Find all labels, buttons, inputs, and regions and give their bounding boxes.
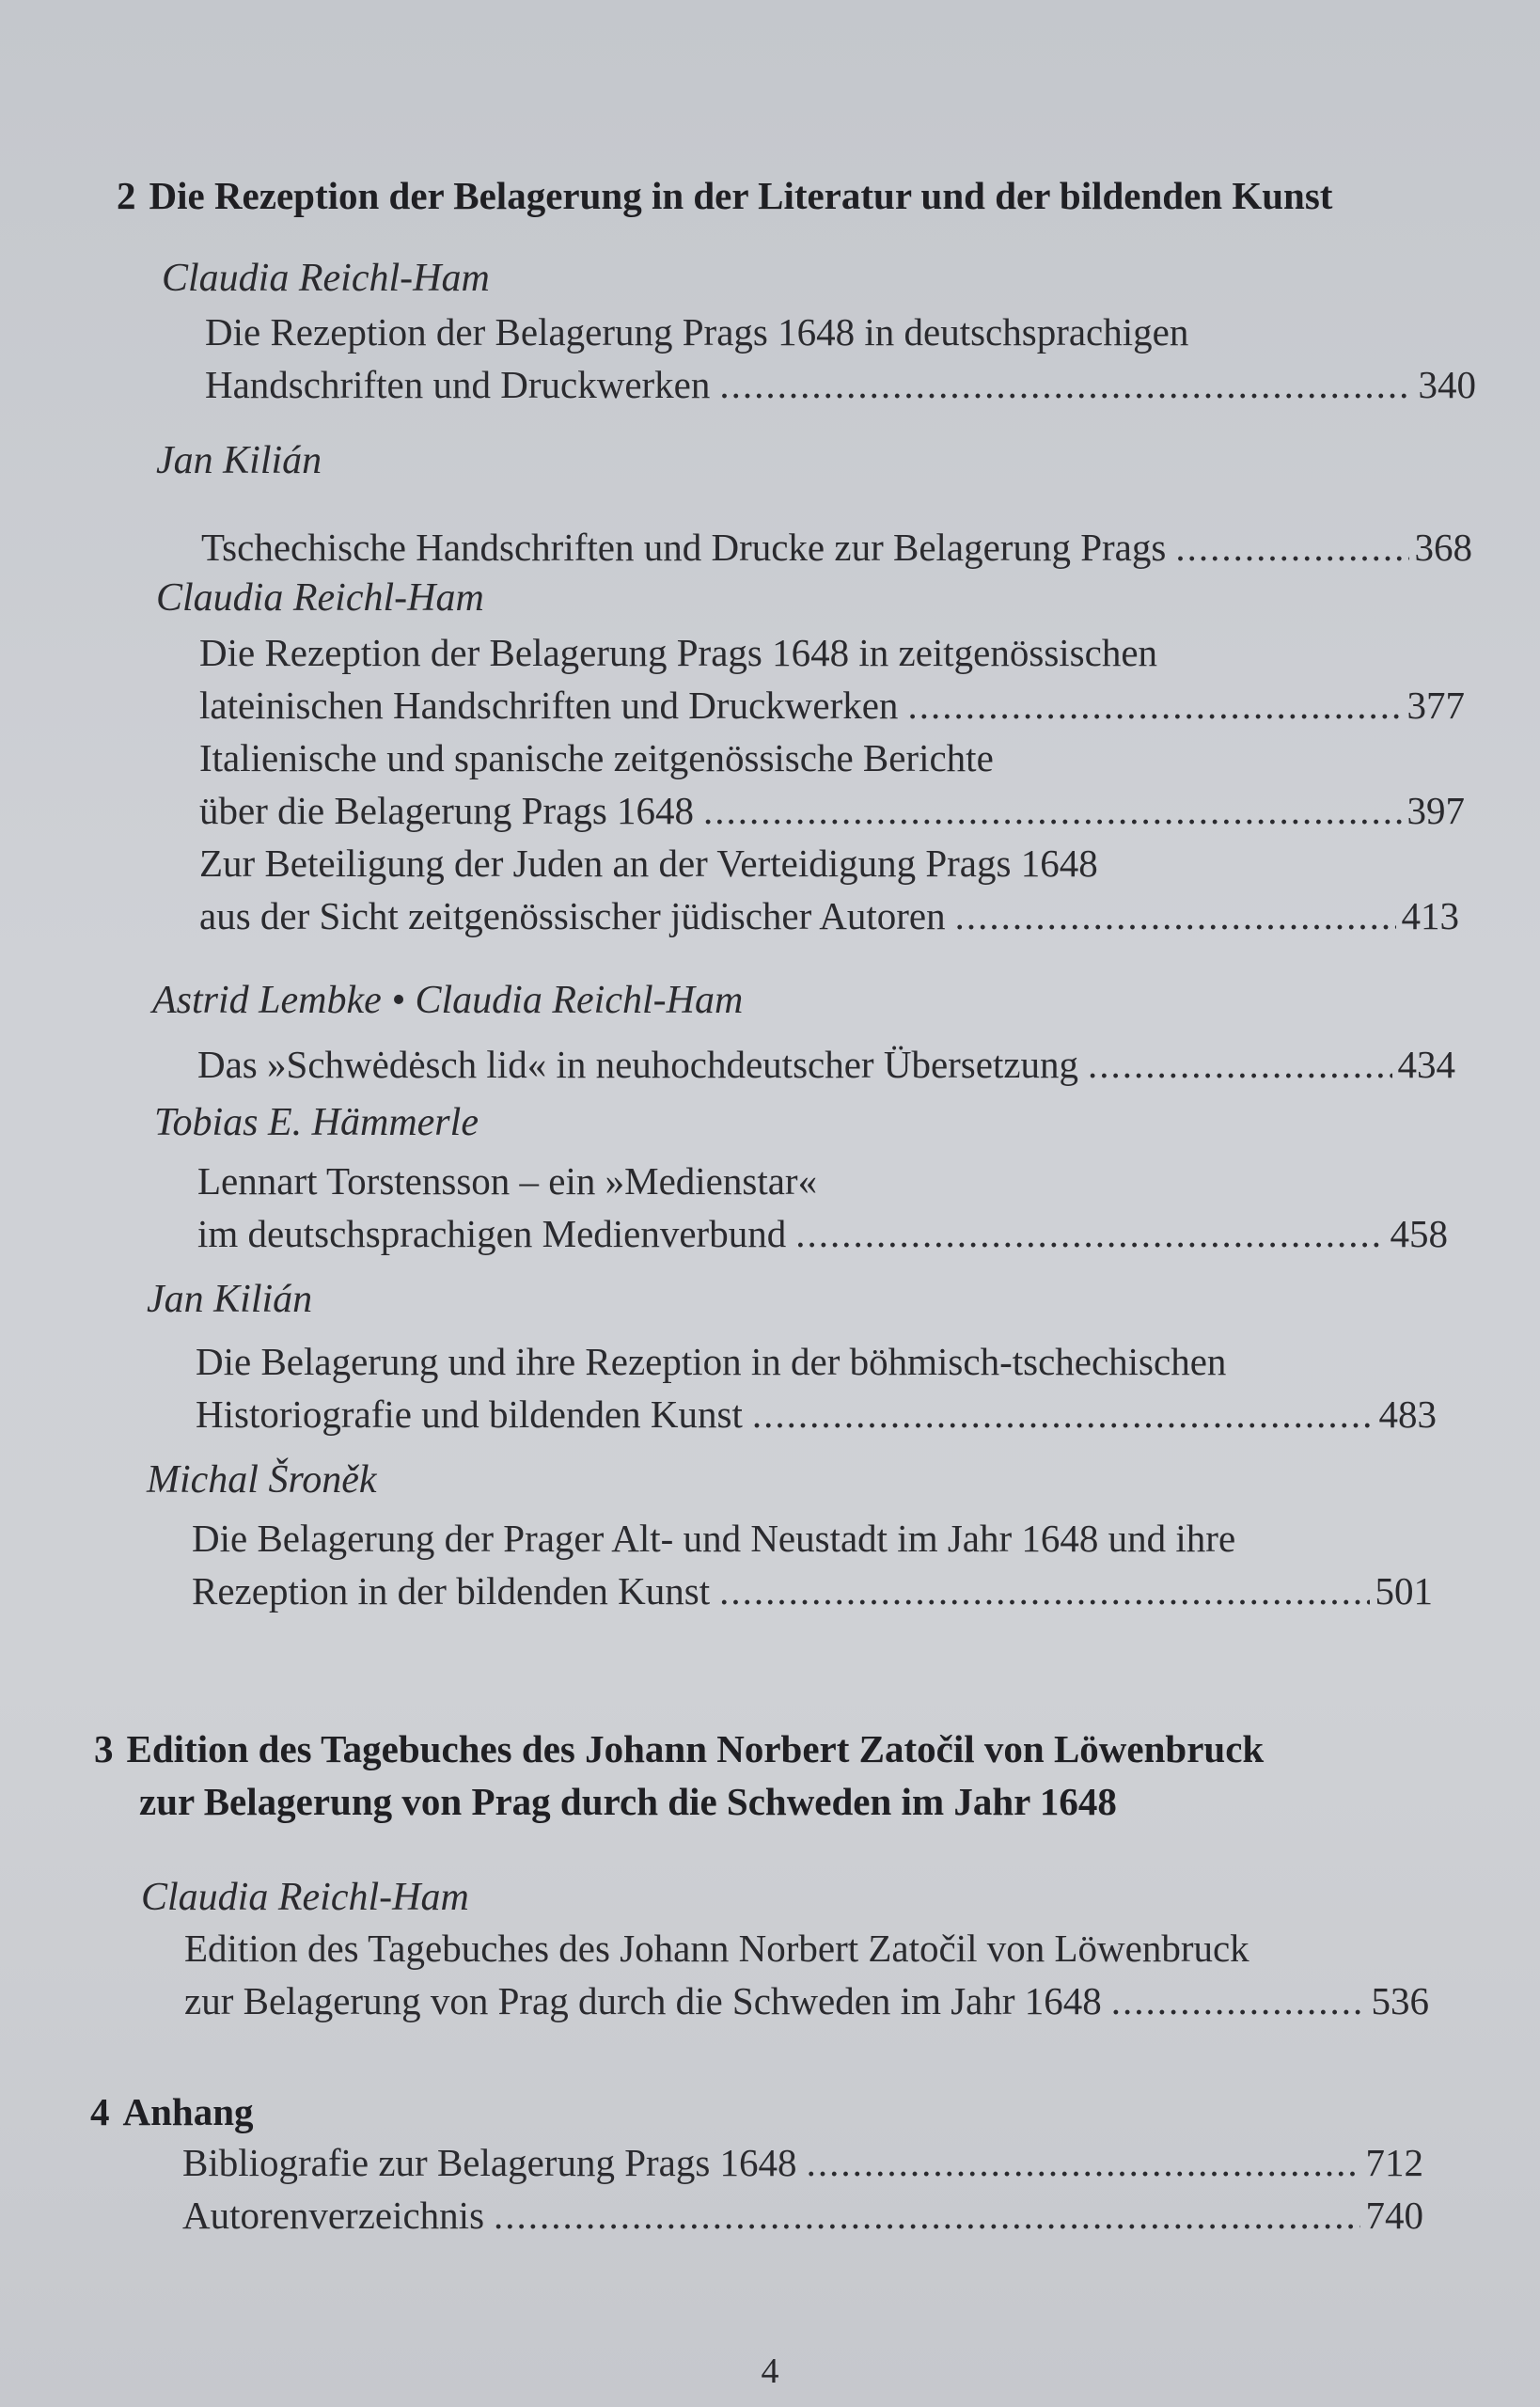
page-number: 483 bbox=[1378, 1392, 1437, 1436]
entry-title-line: Handschriften und Druckwerken bbox=[205, 363, 711, 406]
entry-title-line: Tschechische Handschriften und Drucke zur Belagerung Prags bbox=[201, 526, 1167, 569]
entry-title-line: Die Belagerung und ihre Rezeption in der böhmisch-tschechischen bbox=[196, 1340, 1227, 1383]
page-number: 501 bbox=[1375, 1569, 1433, 1613]
section-title: zur Belagerung von Prag durch die Schweden im Jahr 1648 bbox=[139, 1780, 1117, 1823]
author-name: Jan Kilián bbox=[156, 439, 322, 482]
toc-entry[interactable] bbox=[184, 1922, 1429, 2027]
leader-dots bbox=[703, 784, 1401, 837]
toc-entry[interactable] bbox=[201, 521, 1472, 574]
entry-last-line bbox=[184, 1974, 1429, 2027]
author-name: Claudia Reichl-Ham bbox=[162, 257, 490, 300]
section-title: Edition des Tagebuches des Johann Norbert Zatočil von Löwenbruck bbox=[126, 1727, 1265, 1770]
toc-entry[interactable] bbox=[197, 1038, 1455, 1091]
leader-dots bbox=[494, 2189, 1359, 2242]
entry-title-line: im deutschsprachigen Medienverbund bbox=[197, 1212, 787, 1255]
entry-last-line bbox=[201, 521, 1472, 574]
section-title: Anhang bbox=[122, 2090, 254, 2133]
section-2-heading bbox=[117, 169, 1332, 222]
leader-dots bbox=[1111, 1974, 1366, 2027]
author-name: Claudia Reichl-Ham bbox=[156, 576, 484, 620]
toc-entry[interactable] bbox=[205, 306, 1476, 411]
page-folio: 4 bbox=[761, 2352, 779, 2391]
toc-entry[interactable] bbox=[199, 837, 1459, 942]
entry-last-line bbox=[182, 2189, 1423, 2242]
entry-last-line bbox=[197, 1207, 1448, 1260]
entry-title-line: Die Rezeption der Belagerung Prags 1648 in zeitgenössischen bbox=[199, 631, 1158, 674]
toc-entry[interactable] bbox=[182, 2189, 1423, 2242]
author-name: Tobias E. Hämmerle bbox=[154, 1101, 479, 1144]
toc-entry[interactable] bbox=[199, 732, 1465, 837]
entry-title-line: Historiografie und bildenden Kunst bbox=[196, 1392, 743, 1436]
toc-entry[interactable] bbox=[199, 626, 1465, 732]
toc-entry[interactable] bbox=[182, 2136, 1423, 2189]
page-number: 368 bbox=[1414, 526, 1472, 569]
author-name: Astrid Lembke • Claudia Reichl-Ham bbox=[152, 979, 744, 1022]
entry-title-line: Edition des Tagebuches des Johann Norbert Zatočil von Löwenbruck bbox=[184, 1927, 1249, 1970]
entry-last-line bbox=[192, 1565, 1433, 1617]
leader-dots bbox=[795, 1207, 1384, 1260]
entry-last-line bbox=[182, 2136, 1423, 2189]
section-number: 4 bbox=[90, 2090, 110, 2133]
leader-dots bbox=[907, 679, 1401, 732]
entry-title-line: Das »Schwėdėsch lid« in neuhochdeutscher Übersetzung bbox=[197, 1043, 1079, 1086]
entry-title-line: Bibliografie zur Belagerung Prags 1648 bbox=[182, 2141, 797, 2184]
toc-entry[interactable] bbox=[196, 1335, 1437, 1440]
entry-title-line: lateinischen Handschriften und Druckwerken bbox=[199, 684, 899, 727]
page-number: 712 bbox=[1365, 2141, 1423, 2184]
entry-title-line: Zur Beteiligung der Juden an der Verteidigung Prags 1648 bbox=[199, 842, 1098, 885]
entry-title-line: Die Rezeption der Belagerung Prags 1648 in deutschsprachigen bbox=[205, 310, 1189, 354]
entry-last-line bbox=[197, 1038, 1455, 1091]
entry-title-line: zur Belagerung von Prag durch die Schweden im Jahr 1648 bbox=[184, 1979, 1102, 2022]
page-number: 434 bbox=[1397, 1043, 1455, 1086]
toc-entry[interactable] bbox=[197, 1155, 1448, 1260]
entry-title-line: über die Belagerung Prags 1648 bbox=[199, 789, 695, 832]
author-name: Jan Kilián bbox=[147, 1278, 313, 1321]
leader-dots bbox=[807, 2136, 1360, 2189]
entry-last-line bbox=[205, 358, 1476, 411]
leader-dots bbox=[719, 1565, 1369, 1617]
page-number: 740 bbox=[1365, 2194, 1423, 2237]
section-title: Die Rezeption der Belagerung in der Literatur und der bildenden Kunst bbox=[149, 174, 1333, 217]
entry-title-line: aus der Sicht zeitgenössischer jüdischer Autoren bbox=[199, 894, 946, 937]
page-number: 413 bbox=[1401, 894, 1459, 937]
entry-title-line: Autorenverzeichnis bbox=[182, 2194, 485, 2237]
page-number: 377 bbox=[1406, 684, 1465, 727]
author-name: Michal Šroněk bbox=[147, 1458, 377, 1502]
entry-title-line: Lennart Torstensson – ein »Medienstar« bbox=[197, 1159, 818, 1203]
leader-dots bbox=[719, 358, 1412, 411]
entry-last-line bbox=[199, 679, 1465, 732]
page-number: 536 bbox=[1371, 1979, 1429, 2022]
section-number: 3 bbox=[94, 1727, 114, 1770]
entry-title-line: Die Belagerung der Prager Alt- und Neustadt im Jahr 1648 und ihre bbox=[192, 1517, 1236, 1560]
section-number: 2 bbox=[117, 174, 136, 217]
page-number: 340 bbox=[1418, 363, 1476, 406]
leader-dots bbox=[1175, 521, 1408, 574]
section-4-heading bbox=[90, 2085, 254, 2138]
section-3-heading bbox=[94, 1723, 1264, 1828]
entry-last-line bbox=[199, 889, 1459, 942]
toc-entry[interactable] bbox=[192, 1512, 1433, 1617]
author-name: Claudia Reichl-Ham bbox=[141, 1876, 469, 1919]
entry-last-line bbox=[196, 1388, 1437, 1440]
entry-title-line: Italienische und spanische zeitgenössische Berichte bbox=[199, 736, 994, 779]
leader-dots bbox=[955, 889, 1396, 942]
entry-title-line: Rezeption in der bildenden Kunst bbox=[192, 1569, 711, 1613]
page-number: 397 bbox=[1406, 789, 1465, 832]
page-number: 458 bbox=[1390, 1212, 1448, 1255]
leader-dots bbox=[752, 1388, 1374, 1440]
leader-dots bbox=[1088, 1038, 1391, 1091]
entry-last-line bbox=[199, 784, 1465, 837]
